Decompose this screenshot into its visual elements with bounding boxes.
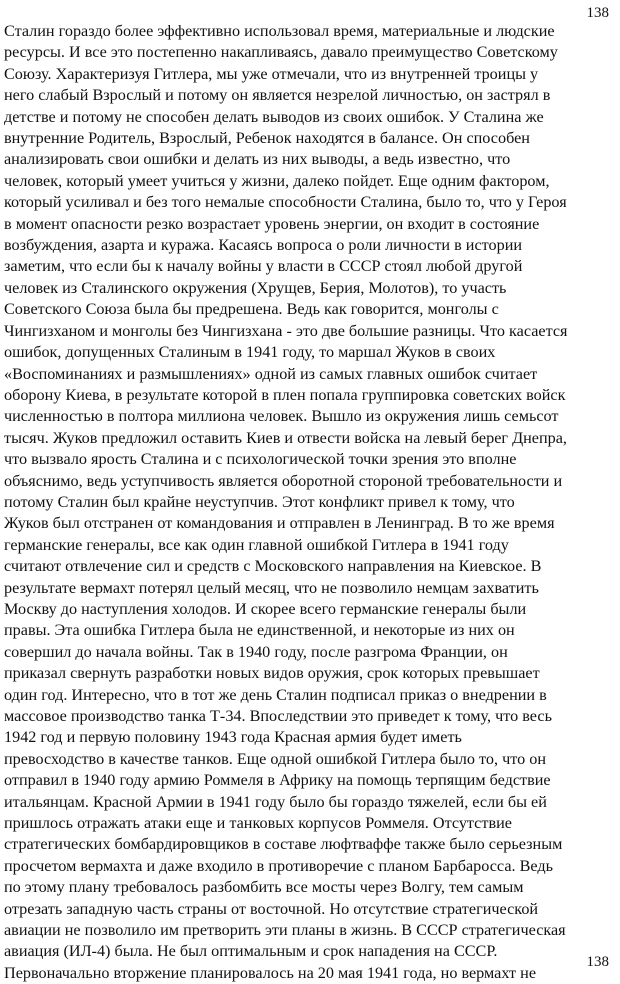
- text-line: Москву до наступления холодов. И скорее всего германские генералы были: [4, 599, 527, 618]
- text-line: объяснимо, ведь уступчивость является оборотной стороной требовательности и: [4, 471, 563, 490]
- text-line: отрезать западную часть страны от восточной. Но отсутствие стратегической: [4, 899, 539, 918]
- text-line: человек, который умеет учиться у жизни, далеко пойдет. Еще одним фактором,: [4, 171, 550, 190]
- text-line: численностью в полтора миллиона человек. Вышло из окружения лишь семьсот: [4, 407, 559, 426]
- text-line: стратегических бомбардировщиков в составе люфтваффе также было серьезным: [4, 835, 563, 854]
- text-line: пришлось отражать атаки еще и танковых корпусов Роммеля. Отсутствие: [4, 814, 512, 833]
- text-line: ошибок, допущенных Сталиным в 1941 году, то маршал Жуков в своих: [4, 343, 496, 362]
- text-line: результате вермахт потерял целый месяц, что не позволило немцам захватить: [4, 578, 539, 597]
- text-line: который усиливал и без того немалые способности Сталина, было то, что у Героя: [4, 193, 567, 212]
- text-line: авиация (ИЛ-4) была. Не был оптимальным и срок нападения на СССР.: [4, 942, 498, 961]
- text-line: анализировать свои ошибки и делать из них выводы, а ведь известно, что: [4, 150, 511, 169]
- text-line: в момент опасности резко возрастает уровень энергии, он входит в состояние: [4, 214, 540, 233]
- text-line: правы. Эта ошибка Гитлера была не единственной, и некоторые из них он: [4, 621, 515, 640]
- text-line: Сталин гораздо более эффективно использовал время, материальные и людские: [4, 22, 555, 40]
- text-line: детстве и потому не способен делать выводов из своих ошибок. У Сталина же: [4, 107, 544, 126]
- text-line: авиации не позволило им претворить эти планы в жизнь. В СССР стратегическая: [4, 921, 566, 940]
- text-line: Союзу. Характеризуя Гитлера, мы уже отмечали, что из внутренней троицы у: [4, 64, 539, 83]
- text-line: что вызвало ярость Сталина и с психологической точки зрения это вполне: [4, 450, 517, 469]
- text-line: потому Сталин был крайне неуступчив. Этот конфликт привел к тому, что: [4, 492, 515, 511]
- text-line: него слабый Взрослый и потому он является незрелой личностью, он застрял в: [4, 86, 551, 105]
- text-line: по этому плану требовалось разбомбить все мосты через Волгу, тем самым: [4, 878, 524, 897]
- page-number-top: 138: [586, 5, 609, 21]
- text-line: превосходство в качестве танков. Еще одной ошибкой Гитлера было то, что он: [4, 749, 546, 768]
- text-line: возбуждения, азарта и куража. Касаясь вопроса о роли личности в истории: [4, 236, 523, 255]
- text-line: заметим, что если бы к началу войны у власти в СССР стоял любой другой: [4, 257, 523, 276]
- text-line: 1942 год и первую половину 1943 года Красная армия будет иметь: [4, 728, 462, 747]
- body-text: [4, 21, 616, 984]
- text-line: приказал свернуть разработки новых видов оружия, срок которых превышает: [4, 664, 540, 683]
- text-line: просчетом вермахта и даже входило в противоречие с планом Барбаросса. Ведь: [4, 856, 553, 875]
- text-line: оборону Киева, в результате которой в плен попала группировка советских войск: [4, 385, 566, 404]
- page-number-bottom: 138: [586, 954, 609, 970]
- text-line: ресурсы. И все это постепенно накапливаясь, давало преимущество Советскому: [4, 43, 558, 62]
- text-line: внутренние Родитель, Взрослый, Ребенок находятся в балансе. Он способен: [4, 129, 530, 148]
- text-line: совершил до начала войны. Так в 1940 году, после разгрома Франции, он: [4, 642, 508, 661]
- text-line: Советского Союза была бы предрешена. Ведь как говорится, монголы с: [4, 300, 499, 319]
- text-line: «Воспоминаниях и размышлениях» одной из самых главных ошибок считает: [4, 364, 538, 383]
- text-line: один год. Интересно, что в тот же день Сталин подписал приказ о внедрении в: [4, 685, 547, 704]
- text-line: Жуков был отстранен от командования и отправлен в Ленинград. В то же время: [4, 514, 555, 533]
- text-line: Первоначально вторжение планировалось на 20 мая 1941 года, но вермахт не: [4, 963, 537, 982]
- text-line: человек из Сталинского окружения (Хрущев, Берия, Молотов), то участь: [4, 278, 507, 297]
- text-line: тысяч. Жуков предложил оставить Киев и отвести войска на левый берег Днепра,: [4, 428, 567, 447]
- text-line: отправил в 1940 году армию Роммеля в Африку на помощь терпящим бедствие: [4, 771, 551, 790]
- text-line: германские генералы, все как один главной ошибкой Гитлера в 1941 году: [4, 535, 509, 554]
- text-line: считают отвлечение сил и средств с Московского направления на Киевское. В: [4, 557, 542, 576]
- text-line: Чингизханом и монголы без Чингизхана - это две большие разницы. Что касается: [4, 321, 568, 340]
- text-line: массовое производство танка Т-34. Впоследствии это приведет к тому, что весь: [4, 707, 552, 725]
- text-line: итальянцам. Красной Армии в 1941 году было бы гораздо тяжелей, если бы ей: [4, 792, 547, 811]
